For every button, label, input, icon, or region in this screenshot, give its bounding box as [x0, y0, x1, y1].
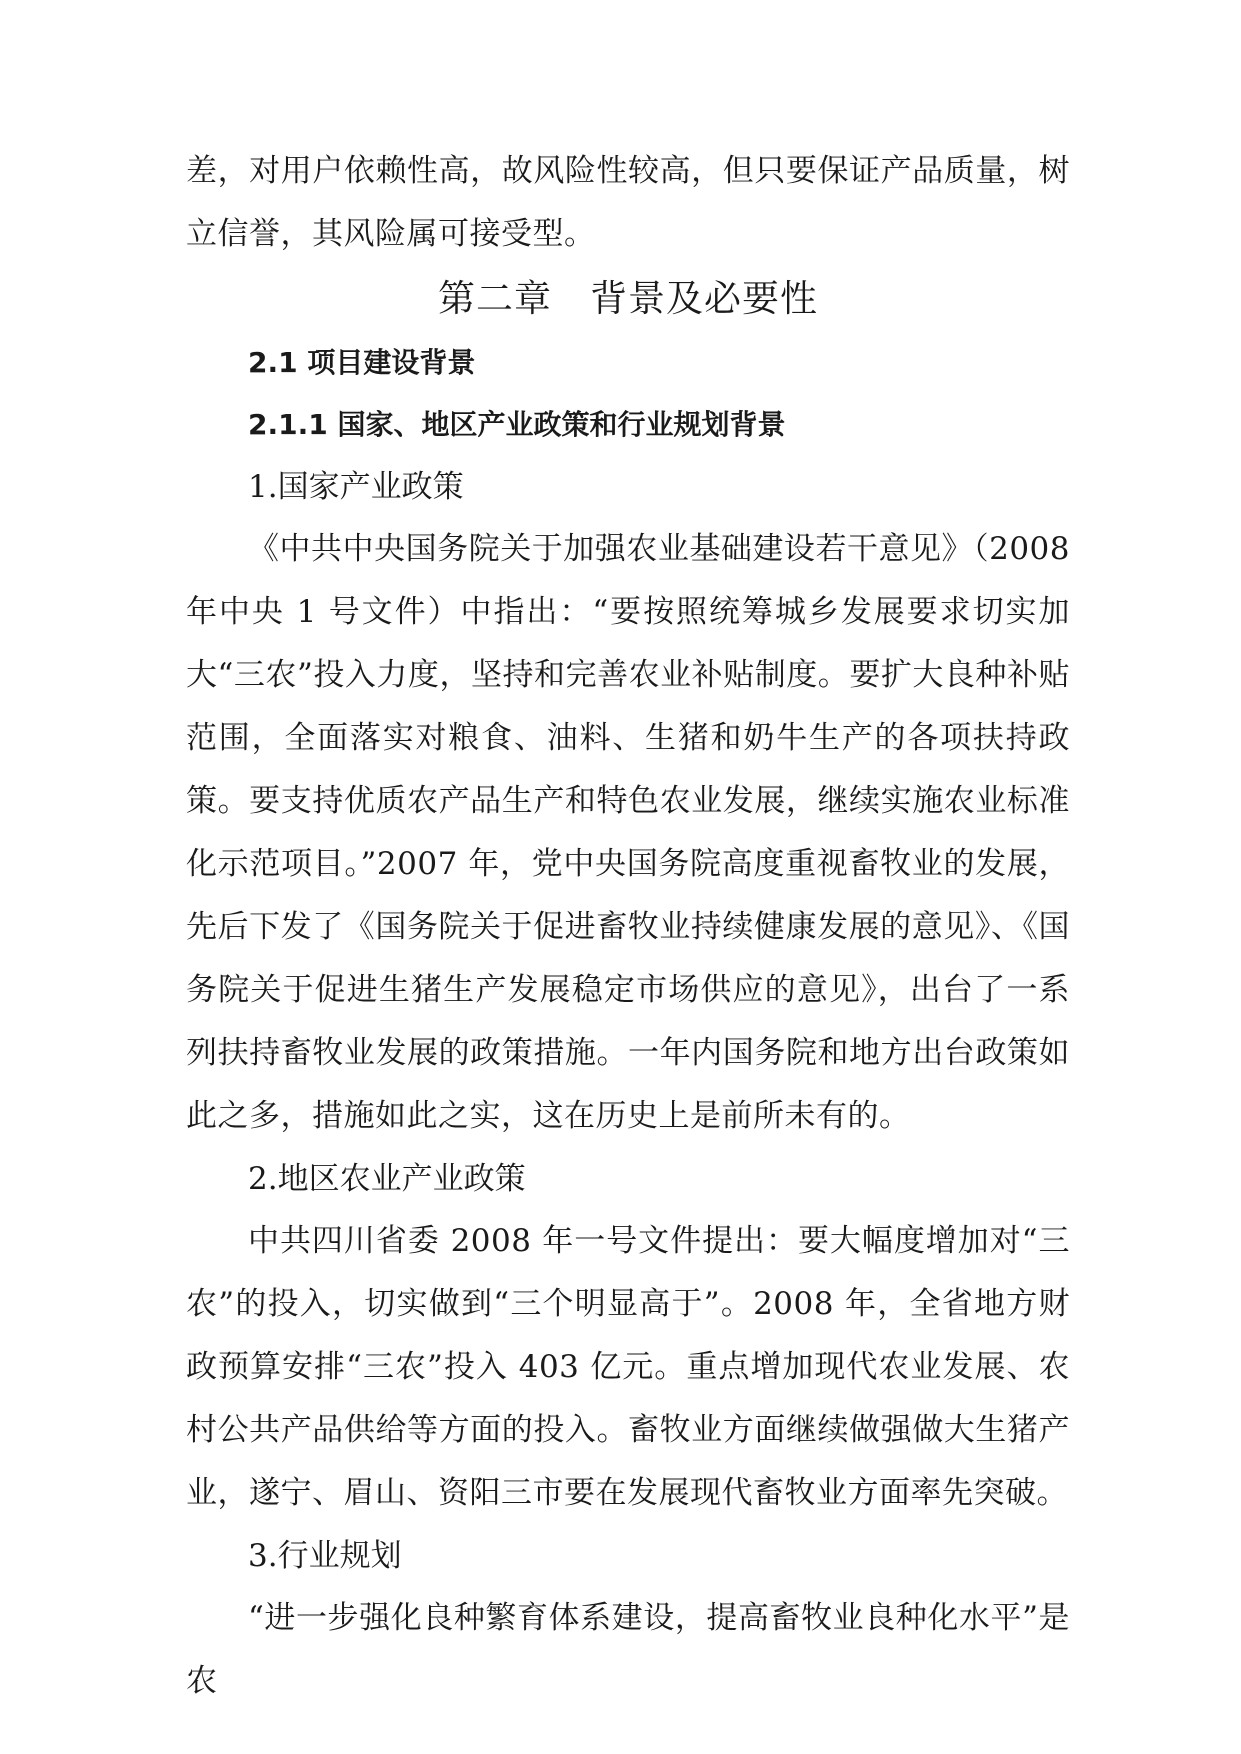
section-heading-2-1-1: 2.1.1 国家、地区产业政策和行业规划背景	[248, 408, 786, 441]
subheading-national-policy: 1.国家产业政策	[248, 469, 464, 505]
subheading-industry-plan: 3.行业规划	[248, 1538, 402, 1574]
section-heading-2-1: 2.1 项目建设背景	[248, 346, 476, 379]
page-content	[186, 140, 1070, 1713]
continued-paragraph: 差，对用户依赖性高，故风险性较高，但只要保证产品质量，树立信誉，其风险属可接受型。	[186, 153, 1070, 252]
chapter-title: 第二章 背景及必要性	[438, 277, 818, 320]
paragraph-national-policy: 《中共中央国务院关于加强农业基础建设若干意见》（2008年中央 1 号文件）中指出：“要按照统筹城乡发展要求切实加大“三农”投入力度，坚持和完善农业补贴制度。要扩大良种补贴范围，全面落实对粮食、油料、生猪和奶牛生产的各项扶持政策。要支持优质农产品生产和特色农业发展，继续实施农业标准化示范项目。”2007 年，党中央国务院高度重视畜牧业的发展，先后下发了《国务院关于促进畜牧业持续健康发展的意见》、《国务院关于促进生猪生产发展稳定市场供应的意见》，出台了一系列扶持畜牧业发展的政策措施。一年内国务院和地方出台政策如此之多，措施如此之实，这在历史上是前所未有的。	[186, 531, 1070, 1134]
subheading-regional-policy: 2.地区农业产业政策	[248, 1161, 526, 1197]
paragraph-industry-plan: “进一步强化良种繁育体系建设，提高畜牧业良种化水平”是农	[186, 1600, 1070, 1699]
paragraph-regional-policy: 中共四川省委 2008 年一号文件提出：要大幅度增加对“三农”的投入，切实做到“三个明显高于”。2008 年，全省地方财政预算安排“三农”投入 403 亿元。重点增加现代农业发展、农村公共产品供给等方面的投入。畜牧业方面继续做强做大生猪产业，遂宁、眉山、资阳三市要在发展现代畜牧业方面率先突破。	[186, 1223, 1070, 1511]
